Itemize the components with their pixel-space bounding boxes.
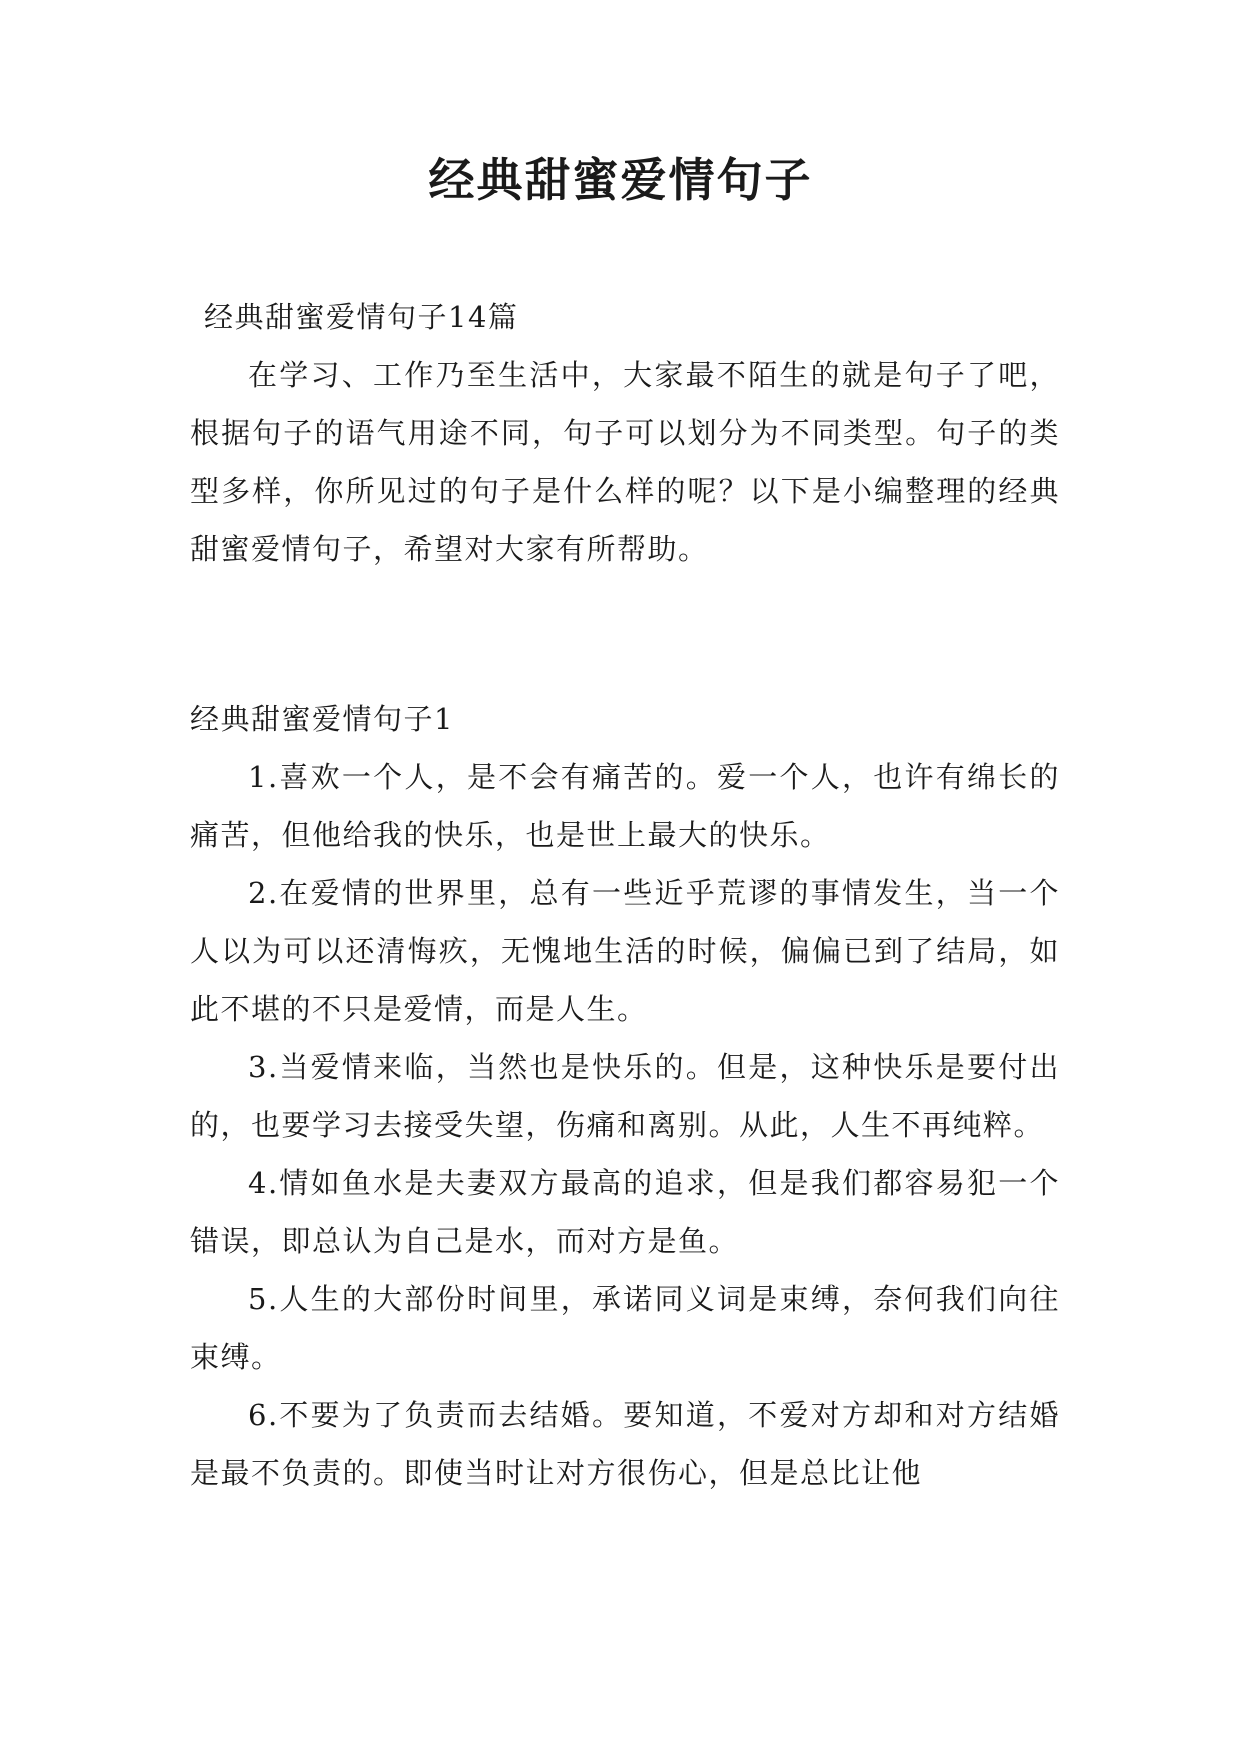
list-item: 1.喜欢一个人，是不会有痛苦的。爱一个人，也许有绵长的痛苦，但他给我的快乐，也是世上最大的快乐。 xyxy=(190,760,1060,852)
list-item: 4.情如鱼水是夫妻双方最高的追求，但是我们都容易犯一个错误，即总认为自己是水，而对方是鱼。 xyxy=(190,1166,1060,1258)
list-item: 6.不要为了负责而去结婚。要知道，不爱对方却和对方结婚是最不负责的。即使当时让对方很伤心，但是总比让他 xyxy=(190,1398,1060,1490)
list-item: 3.当爱情来临，当然也是快乐的。但是，这种快乐是要付出的，也要学习去接受失望，伤痛和离别。从此，人生不再纯粹。 xyxy=(190,1050,1060,1142)
document-subtitle: 经典甜蜜爱情句子14篇 xyxy=(204,300,519,334)
intro-paragraph: 在学习、工作乃至生活中，大家最不陌生的就是句子了吧，根据句子的语气用途不同，句子可以划分为不同类型。句子的类型多样，你所见过的句子是什么样的呢？以下是小编整理的经典甜蜜爱情句子，希望对大家有所帮助。 xyxy=(190,358,1060,566)
document-title: 经典甜蜜爱情句子 xyxy=(428,153,813,207)
list-item: 5.人生的大部份时间里，承诺同义词是束缚，奈何我们向往束缚。 xyxy=(190,1282,1060,1374)
list-item: 2.在爱情的世界里，总有一些近乎荒谬的事情发生，当一个人以为可以还清悔疚，无愧地生活的时候，偏偏已到了结局，如此不堪的不只是爱情，而是人生。 xyxy=(190,876,1060,1026)
sentence-list xyxy=(190,748,1060,1502)
section-heading: 经典甜蜜爱情句子1 xyxy=(190,702,454,736)
